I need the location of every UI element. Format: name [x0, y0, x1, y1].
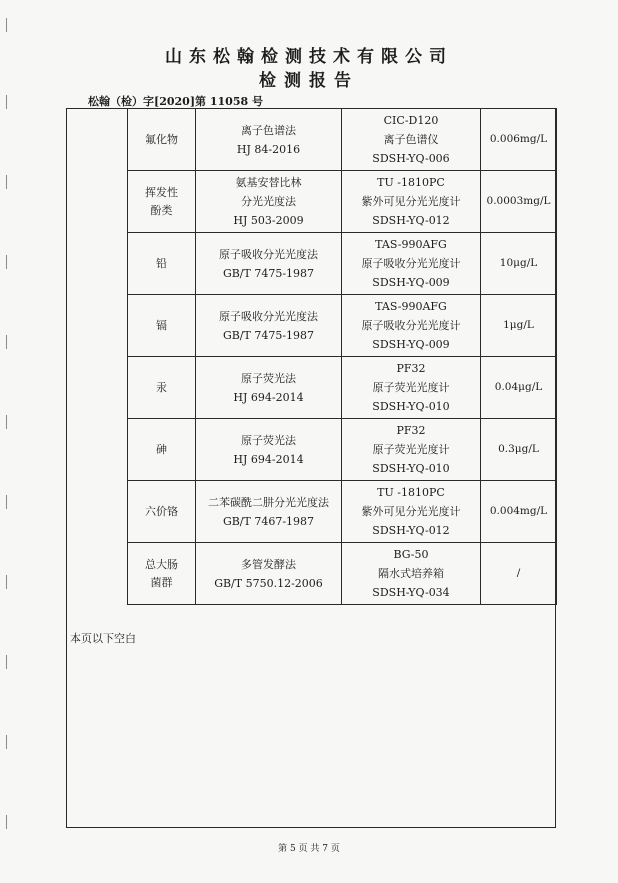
test-item-line: 铅: [156, 256, 167, 270]
instrument-cell: [342, 543, 481, 605]
test-item-cell: [128, 233, 196, 295]
method-line: 多管发酵法: [241, 557, 296, 571]
instrument-line: 隔水式培养箱: [378, 567, 444, 580]
report-title: 检测报告: [259, 71, 359, 91]
table-row: [128, 543, 557, 605]
instrument-line: 原子荧光光度计: [372, 443, 450, 456]
test-item-cell: [128, 171, 196, 233]
table-row: [128, 357, 557, 419]
instrument-line: TU -1810PC: [377, 486, 445, 499]
binding-mark: [6, 95, 7, 109]
table-row: [128, 295, 557, 357]
instrument-cell: [342, 171, 481, 233]
instrument-line: 紫外可见分光光度计: [361, 505, 461, 518]
binding-mark: [6, 495, 7, 509]
method-line: HJ 694-2014: [233, 452, 304, 466]
method-cell: [196, 357, 342, 419]
test-item-cell: [128, 481, 196, 543]
method-line: HJ 503-2009: [233, 214, 304, 227]
binding-mark: [6, 815, 7, 829]
method-line: 二苯碳酰二肼分光光度法: [208, 495, 329, 509]
test-item-line: 汞: [156, 380, 167, 394]
instrument-line: TAS-990AFG: [375, 300, 447, 313]
instrument-line: SDSH-YQ-009: [372, 338, 450, 351]
instrument-line: TU -1810PC: [377, 176, 445, 189]
method-line: 氨基安替比林: [235, 176, 302, 189]
test-item-cell: [128, 109, 196, 171]
detection-limit-cell: 1μg/L: [481, 295, 557, 357]
instrument-line: PF32: [396, 362, 426, 375]
method-line: HJ 84-2016: [236, 142, 301, 156]
method-cell: [196, 481, 342, 543]
instrument-line: 原子吸收分光光度计: [361, 257, 461, 270]
test-item-cell: [128, 357, 196, 419]
report-number: 松翰（检）字[2020]第 11058 号: [88, 95, 263, 108]
table-row: [128, 481, 557, 543]
test-item-cell: [128, 543, 196, 605]
binding-mark: [6, 655, 7, 669]
method-line: 离子色谱法: [241, 123, 296, 137]
binding-mark: [6, 175, 7, 189]
detection-limit-cell: 0.0003mg/L: [481, 171, 557, 233]
instrument-cell: [342, 233, 481, 295]
test-item-line: 砷: [156, 442, 167, 456]
table-row: [128, 419, 557, 481]
instrument-line: BG-50: [393, 548, 429, 561]
test-item-line: 氟化物: [145, 132, 178, 146]
table-row: [128, 109, 557, 171]
company-name: 山东松翰检测技术有限公司: [165, 47, 453, 67]
instrument-line: 原子吸收分光光度计: [361, 319, 461, 332]
binding-mark: [6, 255, 7, 269]
instrument-line: SDSH-YQ-012: [372, 524, 450, 537]
detection-limit-cell: 0.3μg/L: [481, 419, 557, 481]
method-line: 分光光度法: [241, 195, 296, 208]
method-line: 原子荧光法: [241, 371, 296, 385]
instrument-cell: [342, 357, 481, 419]
method-cell: [196, 295, 342, 357]
instrument-line: SDSH-YQ-012: [372, 214, 450, 227]
instrument-cell: [342, 481, 481, 543]
instrument-cell: [342, 109, 481, 171]
method-line: 原子吸收分光光度法: [219, 247, 318, 261]
instrument-line: SDSH-YQ-006: [372, 152, 450, 165]
results-table-body: [128, 109, 557, 605]
method-cell: [196, 109, 342, 171]
method-line: 原子荧光法: [241, 433, 296, 447]
test-item-cell: [128, 295, 196, 357]
method-line: GB/T 5750.12-2006: [214, 576, 323, 590]
table-row: [128, 171, 557, 233]
test-item-line: 菌群: [150, 575, 173, 589]
method-line: GB/T 7467-1987: [222, 514, 315, 528]
test-item-line: 六价铬: [145, 504, 178, 518]
detection-limit-cell: 0.006mg/L: [481, 109, 557, 171]
instrument-cell: [342, 295, 481, 357]
method-cell: [196, 419, 342, 481]
instrument-line: SDSH-YQ-009: [372, 276, 450, 289]
binding-mark: [6, 575, 7, 589]
detection-limit-cell: /: [481, 543, 557, 605]
method-cell: [196, 233, 342, 295]
detection-limit-cell: 10μg/L: [481, 233, 557, 295]
test-item-cell: [128, 419, 196, 481]
test-item-line: 总大肠: [145, 557, 178, 571]
page-number: 第 5 页 共 7 页: [278, 844, 340, 854]
method-cell: [196, 543, 342, 605]
results-table: [127, 108, 557, 605]
method-line: GB/T 7475-1987: [222, 328, 315, 342]
instrument-line: SDSH-YQ-010: [372, 462, 450, 475]
binding-mark: [6, 18, 7, 32]
method-line: 原子吸收分光光度法: [219, 309, 318, 323]
instrument-line: SDSH-YQ-010: [372, 400, 450, 413]
instrument-line: PF32: [396, 424, 426, 437]
instrument-line: CIC-D120: [383, 114, 439, 127]
binding-mark: [6, 335, 7, 349]
instrument-line: TAS-990AFG: [375, 238, 447, 251]
instrument-line: SDSH-YQ-034: [372, 586, 450, 599]
detection-limit-cell: 0.004mg/L: [481, 481, 557, 543]
instrument-cell: [342, 419, 481, 481]
instrument-line: 离子色谱仪: [383, 133, 439, 146]
instrument-line: 紫外可见分光光度计: [361, 195, 461, 208]
binding-mark: [6, 735, 7, 749]
detection-limit-cell: 0.04μg/L: [481, 357, 557, 419]
test-item-line: 挥发性: [145, 185, 178, 199]
method-line: HJ 694-2014: [233, 390, 304, 404]
blank-note: 本页以下空白: [70, 632, 136, 645]
binding-mark: [6, 415, 7, 429]
method-line: GB/T 7475-1987: [222, 266, 315, 280]
method-cell: [196, 171, 342, 233]
table-row: [128, 233, 557, 295]
instrument-line: 原子荧光光度计: [372, 381, 450, 394]
test-item-line: 镉: [156, 318, 167, 332]
test-item-line: 酚类: [150, 203, 173, 217]
